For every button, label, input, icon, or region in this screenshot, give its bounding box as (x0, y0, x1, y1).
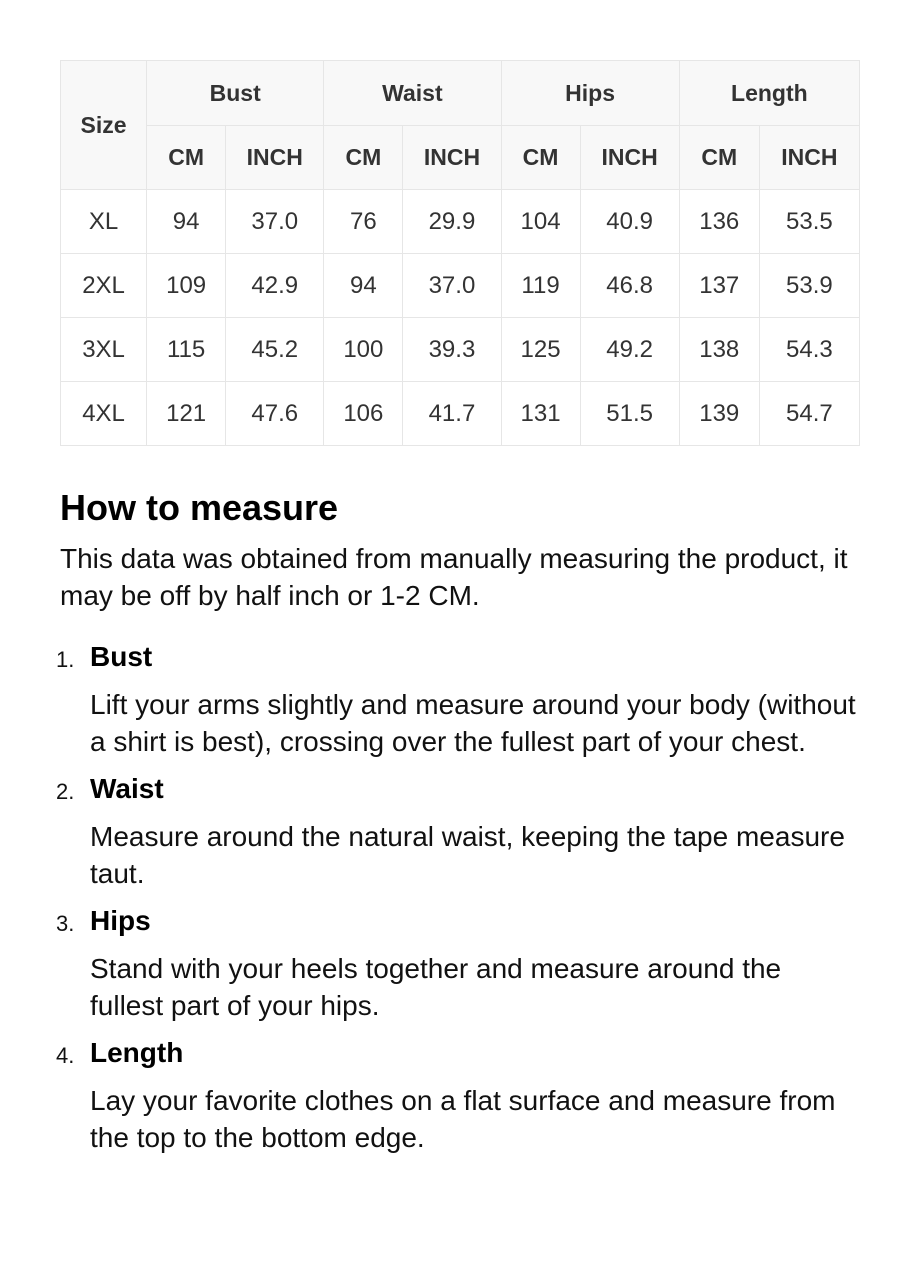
table-group-header-row (61, 61, 860, 126)
table-cell: 104 (501, 190, 580, 254)
size-guide-page (56, 60, 860, 1168)
table-cell: 54.3 (759, 318, 859, 382)
table-cell: 39.3 (403, 318, 501, 382)
size-cell: 2XL (61, 254, 147, 318)
size-column-header: Size (61, 61, 147, 190)
table-cell: 42.9 (226, 254, 324, 318)
table-cell: 106 (324, 382, 403, 446)
table-cell: 115 (147, 318, 226, 382)
how-to-measure-heading: How to measure (60, 487, 339, 528)
table-cell: 53.9 (759, 254, 859, 318)
size-cell: 4XL (61, 382, 147, 446)
table-cell: 51.5 (580, 382, 679, 446)
list-item (56, 904, 860, 1024)
waist-group-header: Waist (324, 61, 501, 126)
unit-header-cm: CM (324, 126, 403, 190)
table-cell: 125 (501, 318, 580, 382)
table-cell: 54.7 (759, 382, 859, 446)
unit-header-cm: CM (679, 126, 759, 190)
table-cell: 136 (679, 190, 759, 254)
step-number: 3. (56, 911, 75, 936)
table-cell: 47.6 (226, 382, 324, 446)
step-number: 2. (56, 779, 75, 804)
table-cell: 137 (679, 254, 759, 318)
table-cell: 94 (324, 254, 403, 318)
size-cell: 3XL (61, 318, 147, 382)
step-description-length: Lay your favorite clothes on a flat surface and measure from the top to the bottom edge. (90, 1085, 836, 1153)
table-cell: 94 (147, 190, 226, 254)
table-cell: 119 (501, 254, 580, 318)
table-row (61, 382, 860, 446)
unit-header-inch: INCH (226, 126, 324, 190)
table-unit-header-row (61, 126, 860, 190)
table-cell: 139 (679, 382, 759, 446)
bust-group-header: Bust (147, 61, 324, 126)
table-cell: 100 (324, 318, 403, 382)
unit-header-inch: INCH (580, 126, 679, 190)
table-row (61, 254, 860, 318)
step-description-bust: Lift your arms slightly and measure around your body (without a shirt is best), crossing over the fullest part of your chest. (90, 689, 856, 757)
unit-header-inch: INCH (403, 126, 501, 190)
table-cell: 41.7 (403, 382, 501, 446)
table-cell: 121 (147, 382, 226, 446)
step-title-hips: Hips (90, 905, 151, 936)
size-chart-table (60, 60, 860, 446)
table-cell: 40.9 (580, 190, 679, 254)
table-cell: 45.2 (226, 318, 324, 382)
unit-header-cm: CM (147, 126, 226, 190)
table-row (61, 190, 860, 254)
measurement-steps-list (56, 640, 860, 1156)
length-group-header: Length (679, 61, 859, 126)
table-cell: 29.9 (403, 190, 501, 254)
unit-header-cm: CM (501, 126, 580, 190)
table-cell: 49.2 (580, 318, 679, 382)
table-cell: 131 (501, 382, 580, 446)
list-item (56, 772, 860, 892)
hips-group-header: Hips (501, 61, 679, 126)
unit-header-inch: INCH (759, 126, 859, 190)
table-cell: 37.0 (226, 190, 324, 254)
table-cell: 109 (147, 254, 226, 318)
size-cell: XL (61, 190, 147, 254)
table-row (61, 318, 860, 382)
step-description-waist: Measure around the natural waist, keeping the tape measure taut. (90, 821, 845, 889)
table-cell: 46.8 (580, 254, 679, 318)
step-number: 4. (56, 1043, 75, 1068)
measurement-disclaimer: This data was obtained from manually measuring the product, it may be off by half inch or 1-2 CM. (60, 543, 848, 611)
step-number: 1. (56, 647, 75, 672)
step-title-length: Length (90, 1037, 184, 1068)
step-title-bust: Bust (90, 641, 153, 672)
table-cell: 138 (679, 318, 759, 382)
list-item (56, 640, 860, 760)
table-cell: 53.5 (759, 190, 859, 254)
step-title-waist: Waist (90, 773, 164, 804)
list-item (56, 1036, 860, 1156)
table-cell: 37.0 (403, 254, 501, 318)
table-cell: 76 (324, 190, 403, 254)
step-description-hips: Stand with your heels together and measure around the fullest part of your hips. (90, 953, 782, 1021)
